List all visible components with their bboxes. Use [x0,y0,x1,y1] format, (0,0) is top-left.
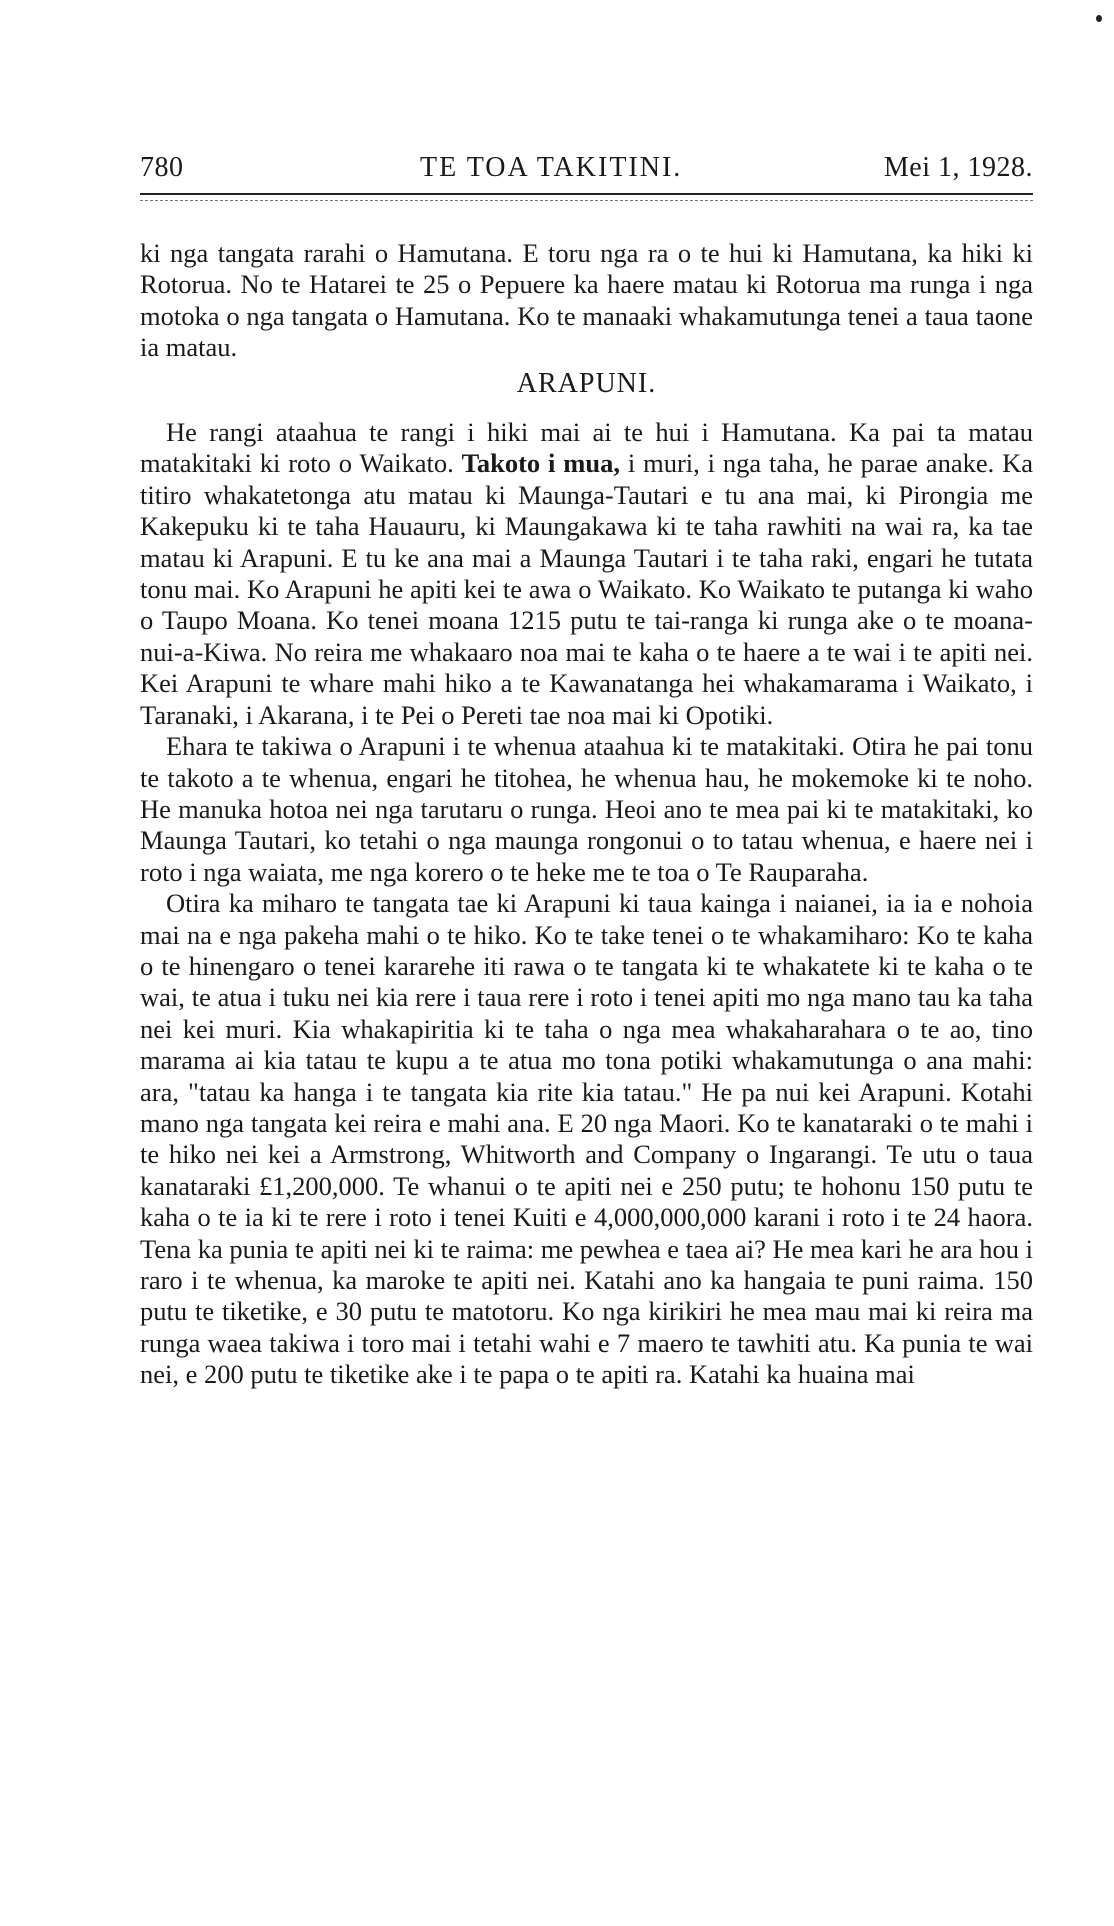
paragraph-1-text-a: He rangi ataahua te rangi i hiki mai ai te hui i Hamutana. Ka pai ta matau matakitaki ki roto o Waikato. [140,417,1033,479]
paragraph-1-text-b: i muri, i nga taha, he parae anake. Ka titiro whakatetonga atu matau ki Maunga-Tautari e tu ana mai, ki Pirongia me Kakepuku ki te taha Hauauru, ki Maungakawa ki te taha rawhiti na wai ra, ka tae matau ki Arapuni. E tu ke ana mai a Maunga Tautari i te taha raki, engari he tutata tonu mai. Ko Arapuni he apiti kei te awa o Waikato. Ko Waikato te putanga ki waho o Taupo Moana. Ko tenei moana 1215 putu te tai-ranga ki runga ake o te moana-nui-a-Kiwa. No reira me whakaaro noa mai te kaha o te haere a te wai i te apiti nei. Kei Arapuni te whare mahi hiko a te Kawanatanga hei whakamarama i Waikato, i Taranaki, i Akarana, i te Pei o Pereti tae noa mai ki Opotiki. [140,448,1034,730]
issue-date: Mei 1, 1928. [883,152,1033,183]
section-heading: ARAPUNI. [516,367,657,399]
running-header [140,152,1033,192]
arapuni-paragraph-1 [140,417,1033,731]
page-number: 780 [140,152,184,183]
journal-title: TE TOA TAKITINI. [420,152,683,183]
arapuni-paragraph-3: Otira ka miharo te tangata tae ki Arapuni ki taua kainga i naianei, ia ia e nohoia mai na e nga pakeha mahi o te hiko. Ko te take tenei o te whakamiharo: Ko te kaha o te hinengaro o tenei kararehe iti rawa o te tangata ki te whakatete ki te kaha o te wai, te atua i tuku nei kia rere i taua rere i roto i tenei apiti mo nga mano tau ka taha nei kei muri. Kia whakapiritia ki te taha o nga mea whakaharahara o te ao, tino marama ai kia tatau te kupu a te atua mo tona potiki whakamutunga o ana mahi: ara, "tatau ka hanga i te tangata kia rite kia tatau." He pa nui kei Arapuni. Kotahi mano nga tangata kei reira e mahi ana. E 20 nga Maori. Ko te kanataraki o te mahi i te hiko nei kei a Armstrong, Whitworth and Company o Ingarangi. Te utu o taua kanataraki £1,200,000. Te whanui o te apiti nei e 250 putu; te hohonu 150 putu te kaha o te ia ki te rere i roto i tenei Kuiti e 4,000,000,000 karani i roto i te 24 haora. Tena ka punia te apiti nei ki te raima: me pewhea e taea ai? He mea kari he ara hou i raro i te whenua, ka maroke te apiti nei. Katahi ano ka hangaia te puni raima. 150 putu te tiketike, e 30 putu te matotoru. Ko nga kirikiri he mea mau mai ki reira ma runga waea takiwa i toro mai i tetahi wahi e 7 maero te tawhiti atu. Ka punia te wai nei, e 200 putu te tiketike ake i te papa o te apiti ra. Katahi ka huaina mai [140,888,1033,1390]
paragraph-1-bold-phrase: Takoto i mua, [461,448,620,479]
header-rule-secondary [140,200,1033,201]
intro-paragraph: ki nga tangata rarahi o Hamutana. E toru nga ra o te hui ki Hamutana, ka hiki ki Rotorua. No te Hatarei te 25 o Pepuere ka haere matau ki Rotorua ma runga i nga motoka o nga tangata o Hamutana. Ko te manaaki whakamutunga tenei a taua taone ia matau. [140,238,1033,363]
ink-speck [1096,15,1102,22]
article-body [140,238,1033,1391]
arapuni-paragraph-2: Ehara te takiwa o Arapuni i te whenua ataahua ki te matakitaki. Otira he pai tonu te takoto a te whenua, engari he titohea, he whenua hau, he mokemoke ki te noho. He manuka hotoa nei nga tarutaru o runga. Heoi ano te mea pai ki te matakitaki, ko Maunga Tautari, ko tetahi o nga maunga rongonui o to tatau whenua, e haere nei i roto i nga waiata, me nga korero o te heke me te toa o Te Rauparaha. [140,731,1033,887]
header-rule [140,193,1033,195]
